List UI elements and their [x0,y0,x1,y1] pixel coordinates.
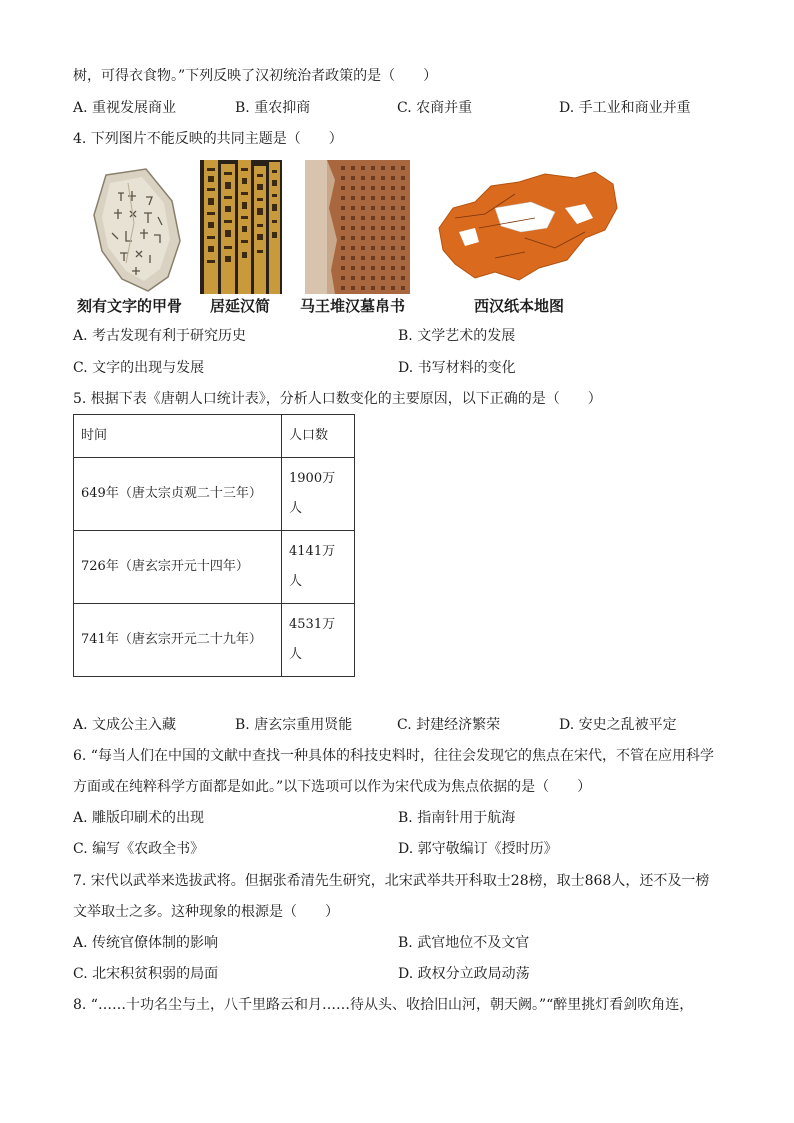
table-header-row [74,415,355,458]
table-cell: 4141万人 [282,531,355,604]
q5-option-a[interactable]: A. 文成公主入藏 [73,717,177,733]
q7-option-c[interactable]: C. 北宋积贫积弱的局面 [73,966,219,982]
q3-option-a[interactable]: A. 重视发展商业 [73,100,177,116]
oracle-bone-image [88,163,188,293]
q5-options [73,715,723,735]
q5-stem: 5. 根据下表《唐朝人口统计表》，分析人口数变化的主要原因，以下正确的是（ ） [73,391,602,407]
caption-paper-map: 西汉纸本地图 [474,297,565,315]
table-row [74,604,355,677]
q5-option-b[interactable]: B. 唐玄宗重用贤能 [235,717,353,733]
q6-option-c[interactable]: C. 编写《农政全书》 [73,841,205,857]
q3-option-b[interactable]: B. 重农抑商 [235,100,311,116]
caption-bamboo-slips: 居延汉简 [210,297,271,315]
table-header-cell: 人口数 [282,415,355,458]
table-cell: 649年（唐太宗贞观二十三年） [74,458,282,531]
table-row [74,531,355,604]
q4-stem: 4. 下列图片不能反映的共同主题是（ ） [73,131,343,147]
q4-option-b[interactable]: B. 文学艺术的发展 [398,328,516,344]
q6-options-row1 [73,808,723,828]
q7-option-d[interactable]: D. 政权分立政局动荡 [398,966,530,982]
q6-stem-line1: 6. “每当人们在中国的文献中查找一种具体的科技史料时，往往会发现它的焦点在宋代，不管在应用科学 [73,748,714,764]
q6-stem-line2: 方面或在纯粹科学方面都是如此。”以下选项可以作为宋代成为焦点依据的是（ ） [73,779,592,795]
q3-stem-tail: 树，可得衣食物。”下列反映了汉初统治者政策的是（ ） [73,68,438,84]
q3-options [73,98,723,118]
q7-stem-line1: 7. 宋代以武举来选拔武将。但据张希清先生研究，北宋武举共开科取士28榜，取士868人，还不及一榜 [73,873,710,889]
q7-stem-line2: 文举取士之多。这种现象的根源是（ ） [73,904,339,920]
table-header-cell: 时间 [74,415,282,458]
q3-option-c[interactable]: C. 农商并重 [397,100,473,116]
population-table [73,414,355,677]
q5-option-d[interactable]: D. 安史之乱被平定 [559,717,677,733]
q4-option-a[interactable]: A. 考古发现有利于研究历史 [73,328,247,344]
q6-option-d[interactable]: D. 郭守敬编订《授时历》 [398,841,558,857]
q4-options-row1 [73,326,723,346]
bamboo-slips-image [200,160,282,294]
caption-oracle-bone: 刻有文字的甲骨 [77,297,183,315]
q7-option-b[interactable]: B. 武官地位不及文官 [398,935,530,951]
q6-options-row2 [73,839,723,859]
caption-silk-manuscript: 马王堆汉墓帛书 [300,297,406,315]
q6-option-a[interactable]: A. 雕版印刷术的出现 [73,810,205,826]
q4-option-d[interactable]: D. 书写材料的变化 [398,360,516,376]
q7-options-row2 [73,964,723,984]
paper-map-image [435,168,620,283]
table-cell: 4531万人 [282,604,355,677]
q6-option-b[interactable]: B. 指南针用于航海 [398,810,516,826]
q3-option-d[interactable]: D. 手工业和商业并重 [559,100,691,116]
table-cell: 741年（唐玄宗开元二十九年） [74,604,282,677]
table-row [74,458,355,531]
q5-option-c[interactable]: C. 封建经济繁荣 [397,717,501,733]
q8-stem-line1: 8. “……十功名尘与土，八千里路云和月……待从头、收拾旧山河，朝天阙。”“醉里挑灯看剑吹角连， [73,997,694,1013]
table-cell: 726年（唐玄宗开元十四年） [74,531,282,604]
table-cell: 1900万人 [282,458,355,531]
q7-options-row1 [73,933,723,953]
q4-option-c[interactable]: C. 文字的出现与发展 [73,360,205,376]
silk-manuscript-image [305,160,410,294]
q7-option-a[interactable]: A. 传统官僚体制的影响 [73,935,219,951]
q4-options-row2 [73,358,723,378]
